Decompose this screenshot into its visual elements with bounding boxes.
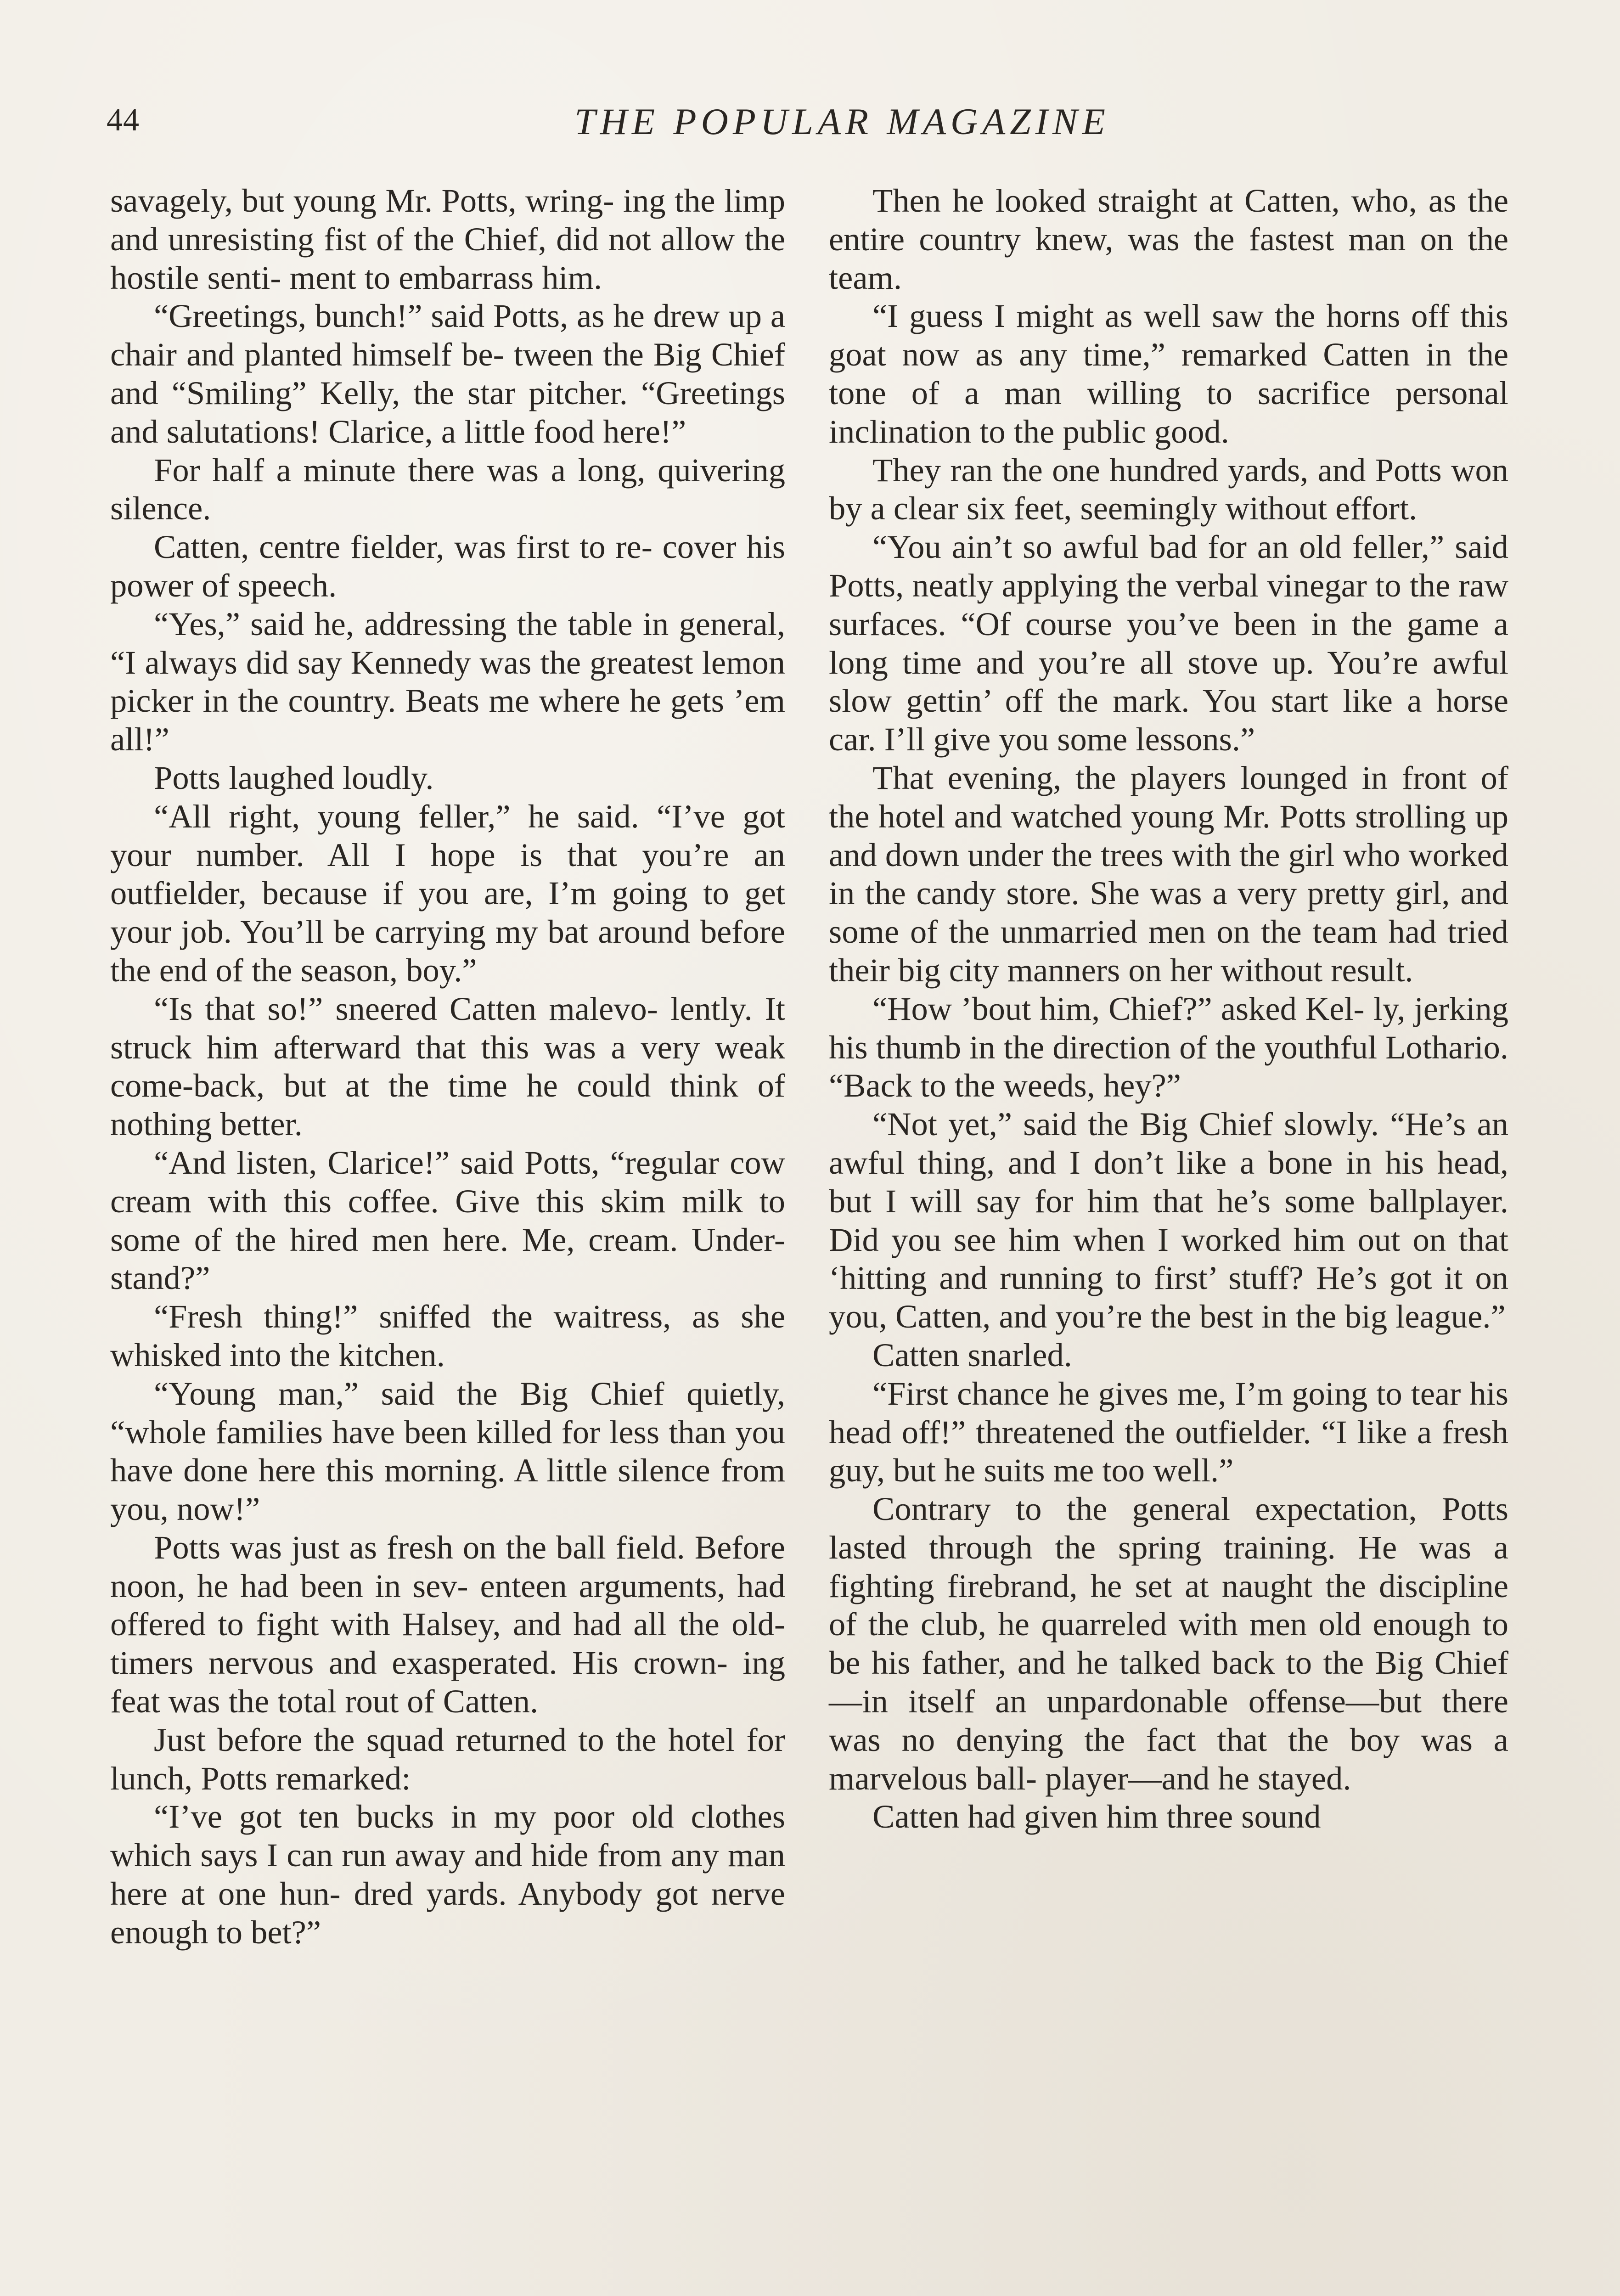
paragraph: “Young man,” said the Big Chief quietly, “whole families have been killed for less than you have done here this morning. A little silence from you, now!” bbox=[110, 1374, 785, 1528]
paragraph: Contrary to the general expectation, Potts lasted through the spring training. He was a fighting firebrand, he set at naught the discipline of the club, he quarreled with men old enough to be his father, and he talked back to the Big Chief—in itself an unpardonable offense—but there was no denying the fact that the boy was a marvelous ball- player—and he stayed. bbox=[829, 1490, 1508, 1797]
paragraph: savagely, but young Mr. Potts, wring- ing the limp and unresisting fist of the Chief, did not allow the hostile senti- ment to embarrass him. bbox=[110, 182, 785, 296]
paragraph: “First chance he gives me, I’m going to tear his head off!” threatened the outfielder. “I like a fresh guy, but he suits me too well.” bbox=[829, 1374, 1508, 1489]
paragraph: Just before the squad returned to the hotel for lunch, Potts remarked: bbox=[110, 1721, 785, 1797]
paragraph: “I guess I might as well saw the horns off this goat now as any time,” remarked Catten in the tone of a man willing to sacrifice personal inclination to the public good. bbox=[829, 297, 1508, 450]
right-text-column bbox=[829, 181, 1508, 1836]
paragraph: Catten, centre fielder, was first to re- cover his power of speech. bbox=[110, 528, 785, 604]
paragraph: That evening, the players lounged in front of the hotel and watched young Mr. Potts strolling up and down under the trees with the girl who worked in the candy store. She was a very pretty girl, and some of the unmarried men on the team had tried their big city manners on her without result. bbox=[829, 759, 1508, 989]
paragraph: “Fresh thing!” sniffed the waitress, as she whisked into the kitchen. bbox=[110, 1298, 785, 1373]
paragraph: For half a minute there was a long, quivering silence. bbox=[110, 451, 785, 527]
running-head-title: THE POPULAR MAGAZINE bbox=[574, 101, 1110, 142]
paragraph: Catten snarled. bbox=[872, 1336, 1072, 1373]
paragraph: “How ’bout him, Chief?” asked Kel- ly, jerking his thumb in the direction of the youthful Lothario. “Back to the weeds, hey?” bbox=[829, 990, 1508, 1104]
paragraph: Potts laughed loudly. bbox=[154, 759, 434, 796]
paragraph: Then he looked straight at Catten, who, as the entire country knew, was the fastest man on the team. bbox=[829, 182, 1508, 296]
paragraph: “You ain’t so awful bad for an old feller,” said Potts, neatly applying the verbal vinegar to the raw surfaces. “Of course you’ve been in the game a long time and you’re all stove up. You’re awful slow gettin’ off the mark. You start like a horse car. I’ll give you some lessons.” bbox=[829, 528, 1508, 758]
paragraph: “Yes,” said he, addressing the table in general, “I always did say Kennedy was the greatest lemon picker in the country. Beats me where he gets ’em all!” bbox=[110, 605, 785, 758]
paragraph: “Greetings, bunch!” said Potts, as he drew up a chair and planted himself be- tween the Big Chief and “Smiling” Kelly, the star pitcher. “Greetings and salutations! Clarice, a little food here!” bbox=[110, 297, 785, 450]
paragraph: “All right, young feller,” he said. “I’ve got your number. All I hope is that you’re an outfielder, because if you are, I’m going to get your job. You’ll be carrying my bat around before the end of the season, boy.” bbox=[110, 797, 785, 989]
paragraph: Potts was just as fresh on the ball field. Before noon, he had been in sev- enteen arguments, had offered to fight with Halsey, and had all the old-timers nervous and exasperated. His crown- ing feat was the total rout of Catten. bbox=[110, 1528, 785, 1720]
left-text-column bbox=[110, 181, 785, 1952]
paragraph: Catten had given him three sound bbox=[872, 1798, 1321, 1835]
paragraph: They ran the one hundred yards, and Potts won by a clear six feet, seemingly without effort. bbox=[829, 451, 1508, 527]
paragraph: “I’ve got ten bucks in my poor old clothes which says I can run away and hide from any man here at one hun- dred yards. Anybody got nerve enough to bet?” bbox=[110, 1798, 785, 1951]
paragraph: “Is that so!” sneered Catten malevo- lently. It struck him afterward that this was a very weak come-back, but at the time he could think of nothing better. bbox=[110, 990, 785, 1143]
page-number: 44 bbox=[107, 102, 140, 138]
paragraph: “Not yet,” said the Big Chief slowly. “He’s an awful thing, and I don’t like a bone in his head, but I will say for him that he’s some ballplayer. Did you see him when I worked him out on that ‘hitting and running to first’ stuff? He’s got it on you, Catten, and you’re the best in the big league.” bbox=[829, 1105, 1508, 1335]
paragraph: “And listen, Clarice!” said Potts, “regular cow cream with this coffee. Give this skim milk to some of the hired men here. Me, cream. Under- stand?” bbox=[110, 1143, 785, 1297]
